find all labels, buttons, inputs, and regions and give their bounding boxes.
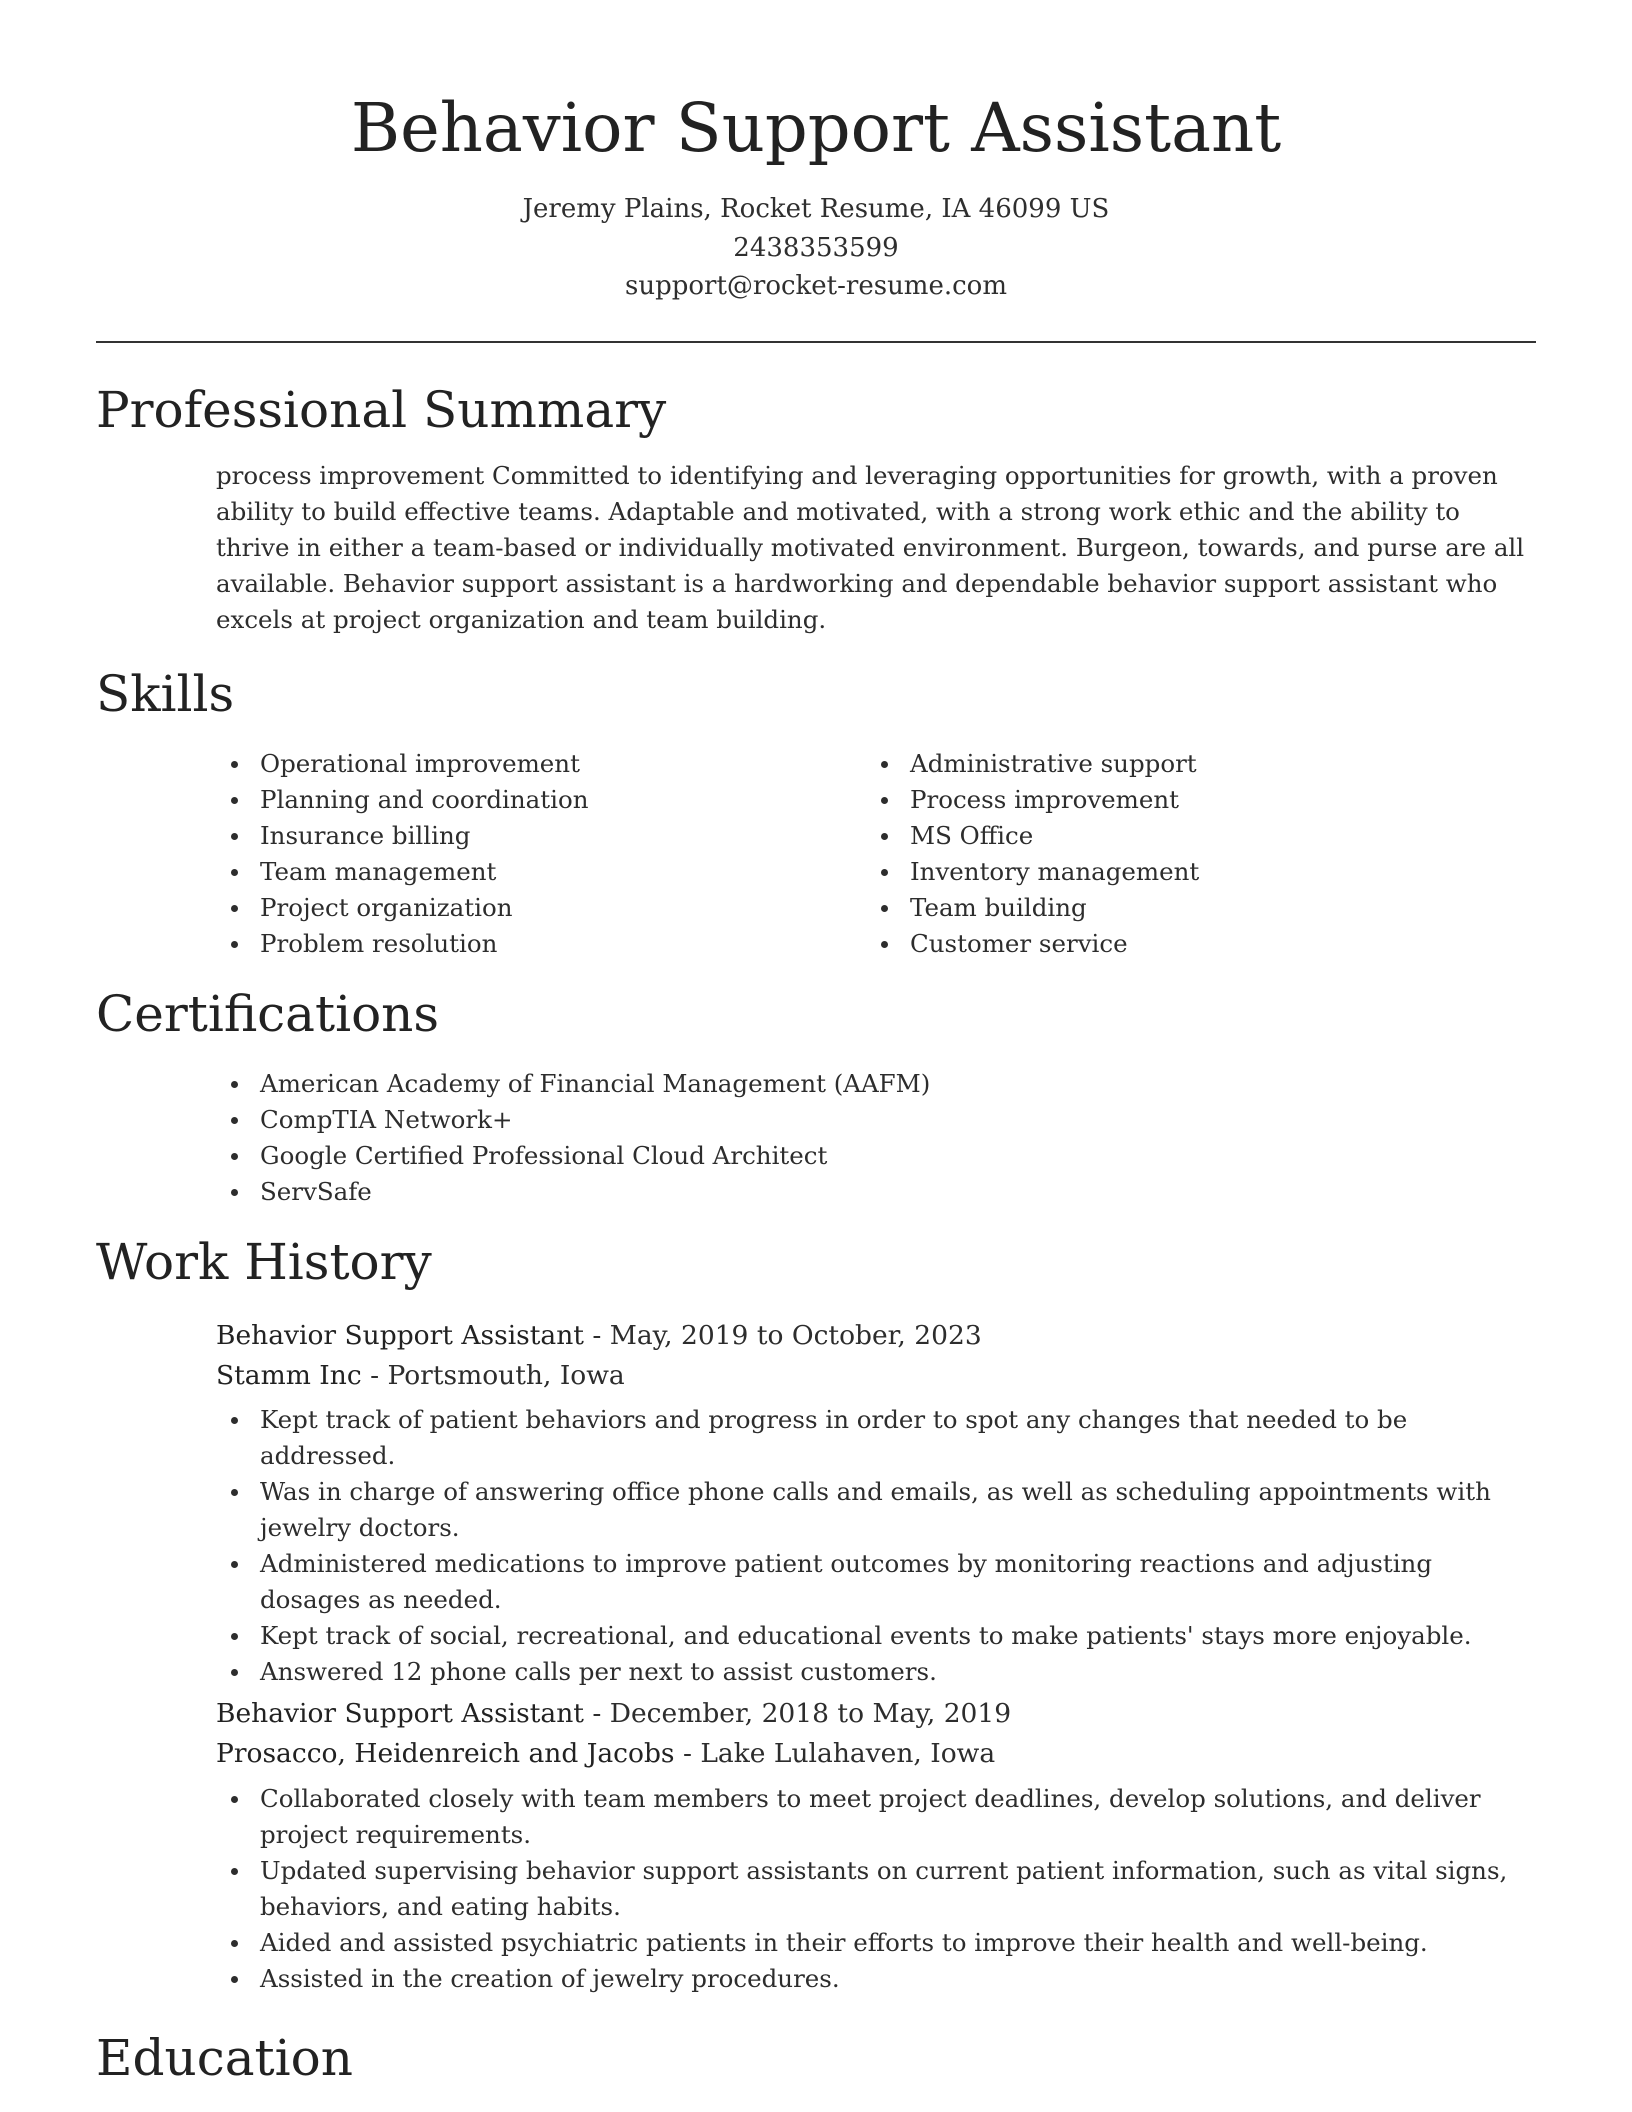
contact-block	[0, 190, 1632, 306]
job-company: Prosacco, Heidenreich and Jacobs	[216, 1738, 675, 1769]
skill-item: Insurance billing	[216, 818, 856, 854]
job-company: Stamm Inc	[216, 1360, 362, 1391]
job-location: - Lake Lulahaven, Iowa	[674, 1738, 996, 1769]
skill-item: Planning and coordination	[216, 782, 856, 818]
skill-item: Customer service	[866, 926, 1526, 962]
skill-item: Administrative support	[866, 746, 1526, 782]
job-2-bullets	[216, 1781, 1536, 1997]
skill-item: Project organization	[216, 890, 856, 926]
header-divider	[96, 341, 1536, 343]
skill-item: Team management	[216, 854, 856, 890]
summary-heading: Professional Summary	[96, 381, 667, 439]
job-bullet: Was in charge of answering office phone calls and emails, as well as scheduling appointments with jewelry doctors.	[216, 1474, 1536, 1546]
job-bullet: Collaborated closely with team members to meet project deadlines, develop solutions, and deliver project requirements.	[216, 1781, 1536, 1853]
certification-item: Google Certified Professional Cloud Architect	[216, 1138, 1536, 1174]
skill-item: Team building	[866, 890, 1526, 926]
certification-item: ServSafe	[216, 1174, 1536, 1210]
certification-item: CompTIA Network+	[216, 1102, 1536, 1138]
skills-list-right	[866, 746, 1526, 962]
job-dates: - December, 2018 to May, 2019	[583, 1698, 1012, 1729]
job-bullet: Administered medications to improve patient outcomes by monitoring reactions and adjusting dosages as needed.	[216, 1546, 1536, 1618]
candidate-name: Behavior Support Assistant	[350, 89, 1282, 167]
skill-item: MS Office	[866, 818, 1526, 854]
skill-item: Process improvement	[866, 782, 1526, 818]
job-bullet: Aided and assisted psychiatric patients in their efforts to improve their health and well-being.	[216, 1925, 1536, 1961]
certifications-heading: Certifications	[96, 985, 440, 1043]
job-dates: - May, 2019 to October, 2023	[583, 1320, 982, 1351]
contact-phone: 2438353599	[733, 232, 899, 263]
job-1-header	[216, 1316, 1536, 1396]
skills-list-left	[216, 746, 856, 962]
job-location: - Portsmouth, Iowa	[361, 1360, 625, 1391]
skill-item: Operational improvement	[216, 746, 856, 782]
job-title: Behavior Support Assistant	[216, 1698, 584, 1729]
job-bullet: Answered 12 phone calls per next to assist customers.	[216, 1654, 1536, 1690]
summary-text: process improvement Committed to identifying and leveraging opportunities for growth, with a proven ability to build effective teams. Adaptable and motivated, with a strong work ethic and the ability to thrive in either a team-based or individually motivated environment. Burgeon, towards, and purse are all available. Behavior support assistant is a hardworking and dependable behavior support assistant who excels at project organization and team building.	[216, 461, 1525, 634]
job-bullet: Kept track of social, recreational, and educational events to make patients' stays more enjoyable.	[216, 1618, 1536, 1654]
skill-item: Inventory management	[866, 854, 1526, 890]
job-title: Behavior Support Assistant	[216, 1320, 584, 1351]
work-history-heading: Work History	[96, 1233, 432, 1291]
job-1-bullets	[216, 1402, 1536, 1690]
job-bullet: Kept track of patient behaviors and progress in order to spot any changes that needed to be addressed.	[216, 1402, 1536, 1474]
contact-email: support@rocket-resume.com	[624, 271, 1007, 301]
contact-address: Jeremy Plains, Rocket Resume, IA 46099 US	[522, 194, 1110, 224]
certifications-list	[216, 1066, 1536, 1210]
certification-item: American Academy of Financial Management (AAFM)	[216, 1066, 1536, 1102]
education-heading: Education	[96, 2029, 353, 2087]
skills-heading: Skills	[96, 665, 235, 723]
job-bullet: Assisted in the creation of jewelry procedures.	[216, 1961, 1536, 1997]
job-2-header	[216, 1694, 1536, 1774]
job-bullet: Updated supervising behavior support assistants on current patient information, such as vital signs, behaviors, and eating habits.	[216, 1853, 1536, 1925]
skill-item: Problem resolution	[216, 926, 856, 962]
